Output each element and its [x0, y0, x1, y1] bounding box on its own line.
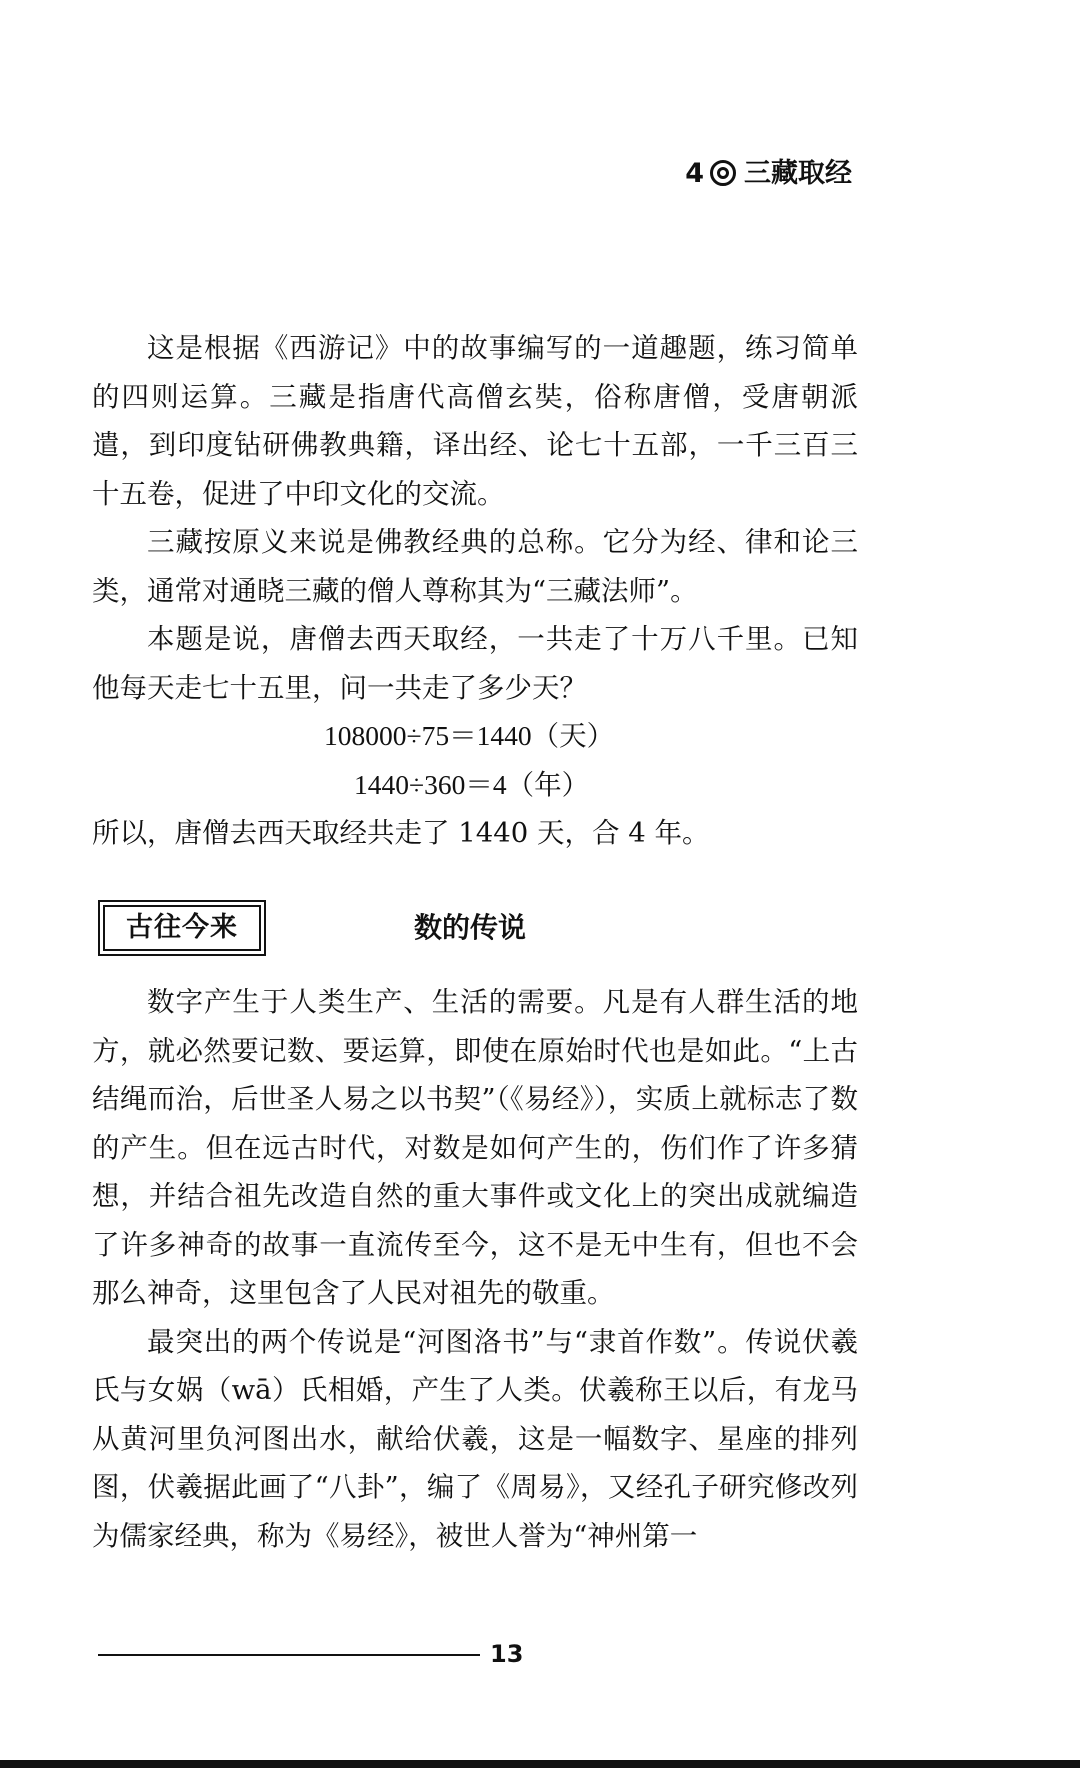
footer-rule: [98, 1654, 480, 1656]
double-circle-icon: [710, 160, 736, 186]
chapter-title: 三藏取经: [744, 158, 852, 189]
section-heading: [98, 900, 858, 958]
equation-days: 108000÷75＝1440（天）: [324, 720, 615, 751]
section-text: [92, 978, 858, 1560]
page-number: 13: [490, 1640, 524, 1668]
section-tag-box: [98, 900, 266, 956]
section-title: 数的传说: [414, 911, 527, 944]
story-paragraph: 这是根据《西游记》中的故事编写的一道趣题，练习简单的四则运算。三藏是指唐代高僧玄奘，俗称唐僧，受唐朝派遣，到印度钻研佛教典籍，译出经、论七十五部，一千三百三十五卷，促进了中印文化的交流。: [92, 332, 858, 510]
story-paragraph: 本题是说，唐僧去西天取经，一共走了十万八千里。已知他每天走七十五里，问一共走了多少天？: [92, 623, 858, 704]
story-text: [92, 324, 858, 858]
story-paragraph: 三藏按原义来说是佛教经典的总称。它分为经、律和论三类，通常对通晓三藏的僧人尊称其为“三藏法师”。: [92, 526, 858, 607]
section-paragraph: 数字产生于人类生产、生活的需要。凡是有人群生活的地方，就必然要记数、要运算，即使在原始时代也是如此。“上古结绳而治，后世圣人易之以书契”（《易经》），实质上就标志了数的产生。但在远古时代，对数是如何产生的，伤们作了许多猜想，并结合祖先改造自然的重大事件或文化上的突出成就编造了许多神奇的故事一直流传至今，这不是无中生有，但也不会那么神奇，这里包含了人民对祖先的敬重。: [92, 986, 858, 1309]
chapter-heading: [685, 156, 852, 192]
story-conclusion: 所以，唐僧去西天取经共走了 1440 天，合 4 年。: [92, 817, 710, 849]
page-edge-bar: [0, 1760, 1080, 1768]
equation-years: 1440÷360＝4（年）: [354, 768, 590, 800]
section-paragraph: 最突出的两个传说是“河图洛书”与“隶首作数”。传说伏羲氏与女娲（wā）氏相婚，产生了人类。伏羲称王以后，有龙马从黄河里负河图出水，献给伏羲，这是一幅数字、星座的排列图，伏羲据此画了“八卦”，编了《周易》，又经孔子研究修改列为儒家经典，称为《易经》，被世人誉为“神州第一: [92, 1325, 858, 1552]
chapter-number: 4: [685, 158, 704, 189]
section-tag: 古往今来: [103, 905, 261, 951]
